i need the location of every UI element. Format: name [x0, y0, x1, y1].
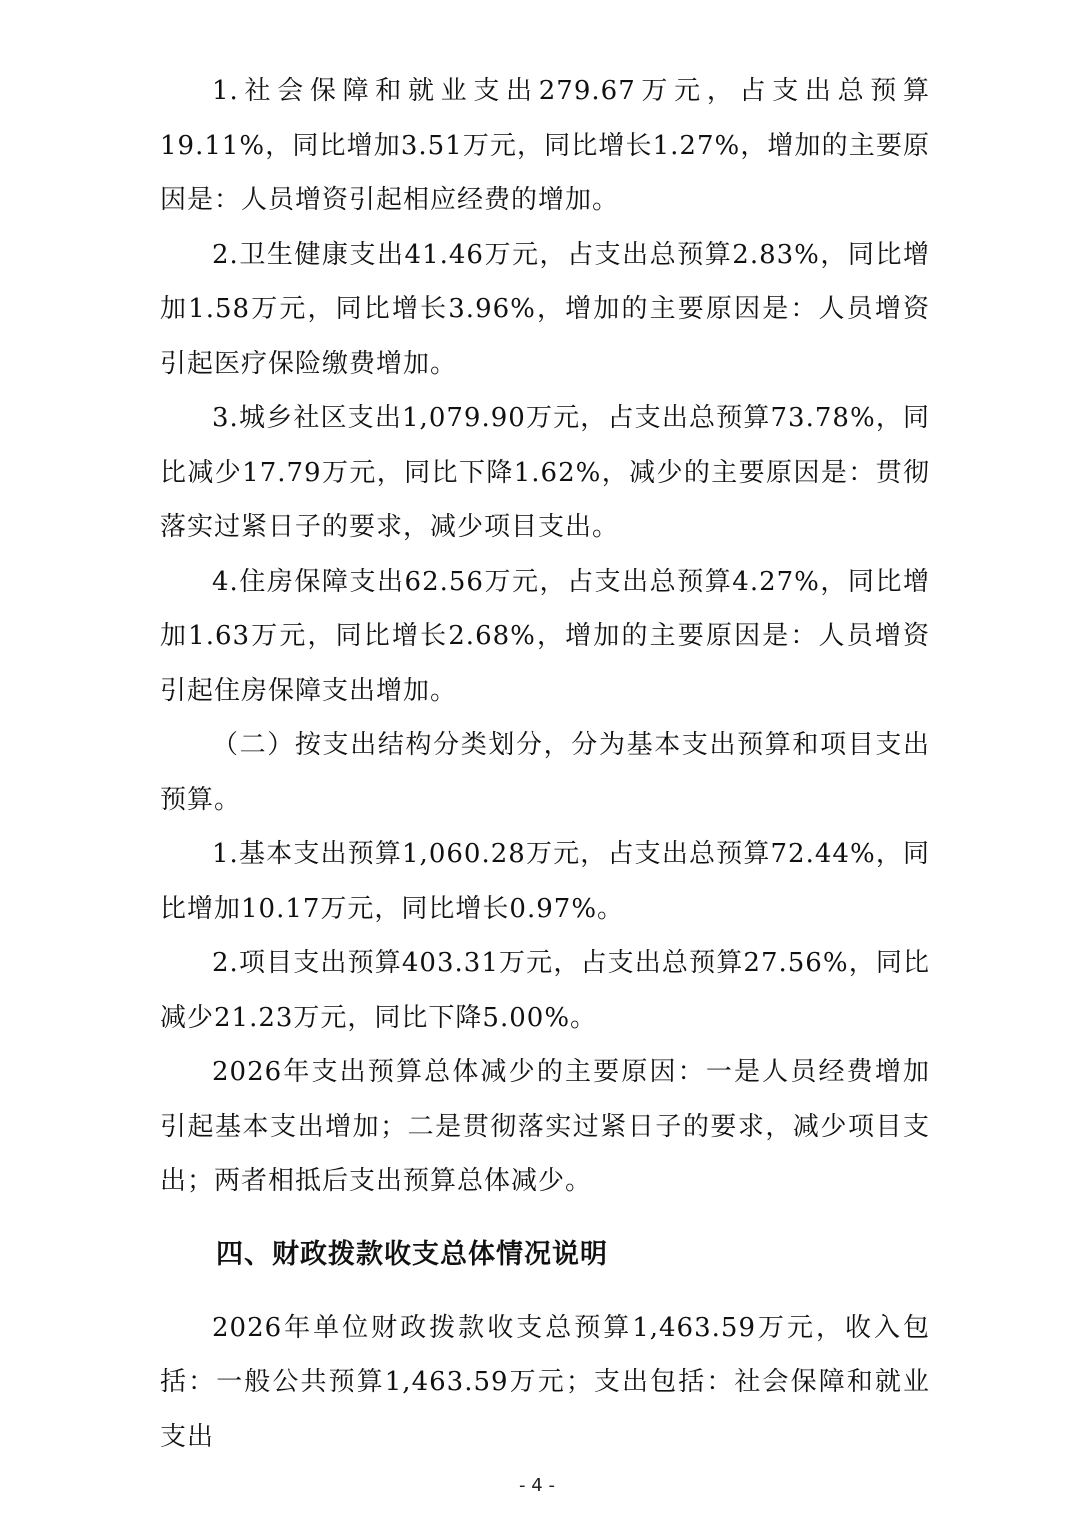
paragraph-urban-rural-community: 3.城乡社区支出1,079.90万元，占支出总预算73.78%，同比减少17.79万元，同比下降1.62%，减少的主要原因是：贯彻落实过紧日子的要求，减少项目支出。 [160, 403, 930, 542]
paragraph-basic-expenditure: 1.基本支出预算1,060.28万元，占支出总预算72.44%，同比增加10.17万元，同比增长0.97%。 [160, 839, 930, 924]
paragraph-social-security: 1.社会保障和就业支出279.67万元，占支出总预算19.11%，同比增加3.51万元，同比增长1.27%，增加的主要原因是：人员增资引起相应经费的增加。 [160, 76, 930, 215]
paragraph-project-expenditure: 2.项目支出预算403.31万元，占支出总预算27.56%，同比减少21.23万元，同比下降5.00%。 [160, 948, 930, 1033]
page-body [160, 64, 930, 1464]
paragraph-health: 2.卫生健康支出41.46万元，占支出总预算2.83%，同比增加1.58万元，同比增长3.96%，增加的主要原因是：人员增资引起医疗保险缴费增加。 [160, 239, 930, 379]
page-number: - 4 - [519, 1475, 555, 1496]
paragraph-fiscal-appropriation: 2026年单位财政拨款收支总预算1,463.59万元，收入包括：一般公共预算1,463.59万元；支出包括：社会保障和就业支出 [160, 1312, 930, 1452]
paragraph-overall-decrease-reason: 2026年支出预算总体减少的主要原因：一是人员经费增加引起基本支出增加；二是贯彻落实过紧日子的要求，减少项目支出；两者相抵后支出预算总体减少。 [160, 1057, 930, 1196]
paragraph-expenditure-structure: （二）按支出结构分类划分，分为基本支出预算和项目支出预算。 [160, 730, 930, 815]
section-heading: 四、财政拨款收支总体情况说明 [216, 1238, 608, 1270]
paragraph-housing: 4.住房保障支出62.56万元，占支出总预算4.27%，同比增加1.63万元，同比增长2.68%，增加的主要原因是：人员增资引起住房保障支出增加。 [160, 566, 930, 706]
